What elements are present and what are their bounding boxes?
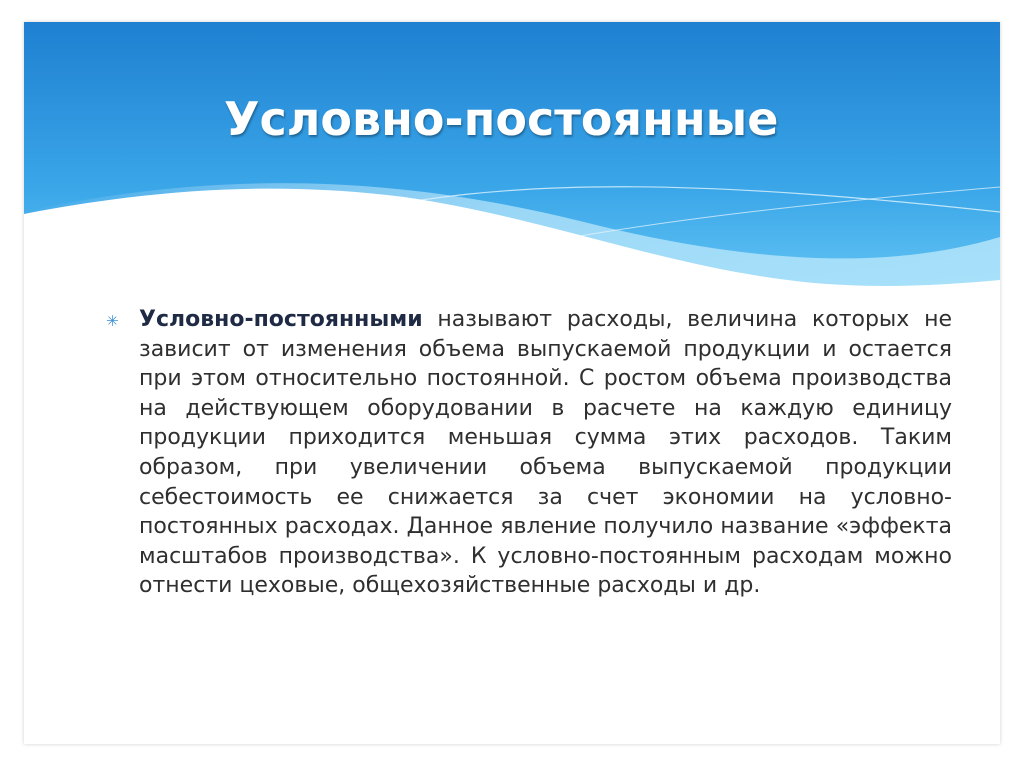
header-wave-background: [24, 22, 1000, 322]
slide: [24, 22, 1000, 744]
bullet-term: Условно-постоянными: [139, 307, 423, 332]
bullet-paragraph: [139, 305, 952, 601]
asterisk-bullet-icon: ✳: [106, 312, 119, 330]
slide-title: Условно-постоянные: [224, 92, 779, 146]
slide-body: [106, 305, 952, 601]
bullet-text: называют расходы, величина которых не зависит от изменения объема выпускаемой продукции и остается при этом относительно постоянной. С ростом объема производства на действующем оборудовании в расчете на каждую единицу продукции приходится меньшая сумма этих расходов. Таким образом, при увеличении объема выпускаемой продукции себестоимость ее снижается за счет экономии на условно-постоянных расходах. Данное явление получило название «эффекта масштабов производства». К условно-постоянным расходам можно отнести цеховые, общехозяйственные расходы и др.: [139, 307, 952, 599]
bullet-item: [106, 305, 952, 601]
